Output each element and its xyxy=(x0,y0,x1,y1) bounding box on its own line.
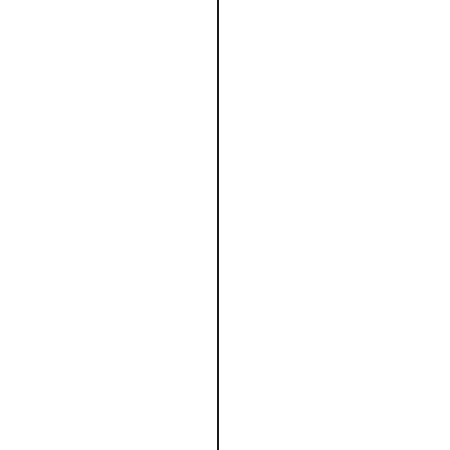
column-divider xyxy=(217,0,219,450)
